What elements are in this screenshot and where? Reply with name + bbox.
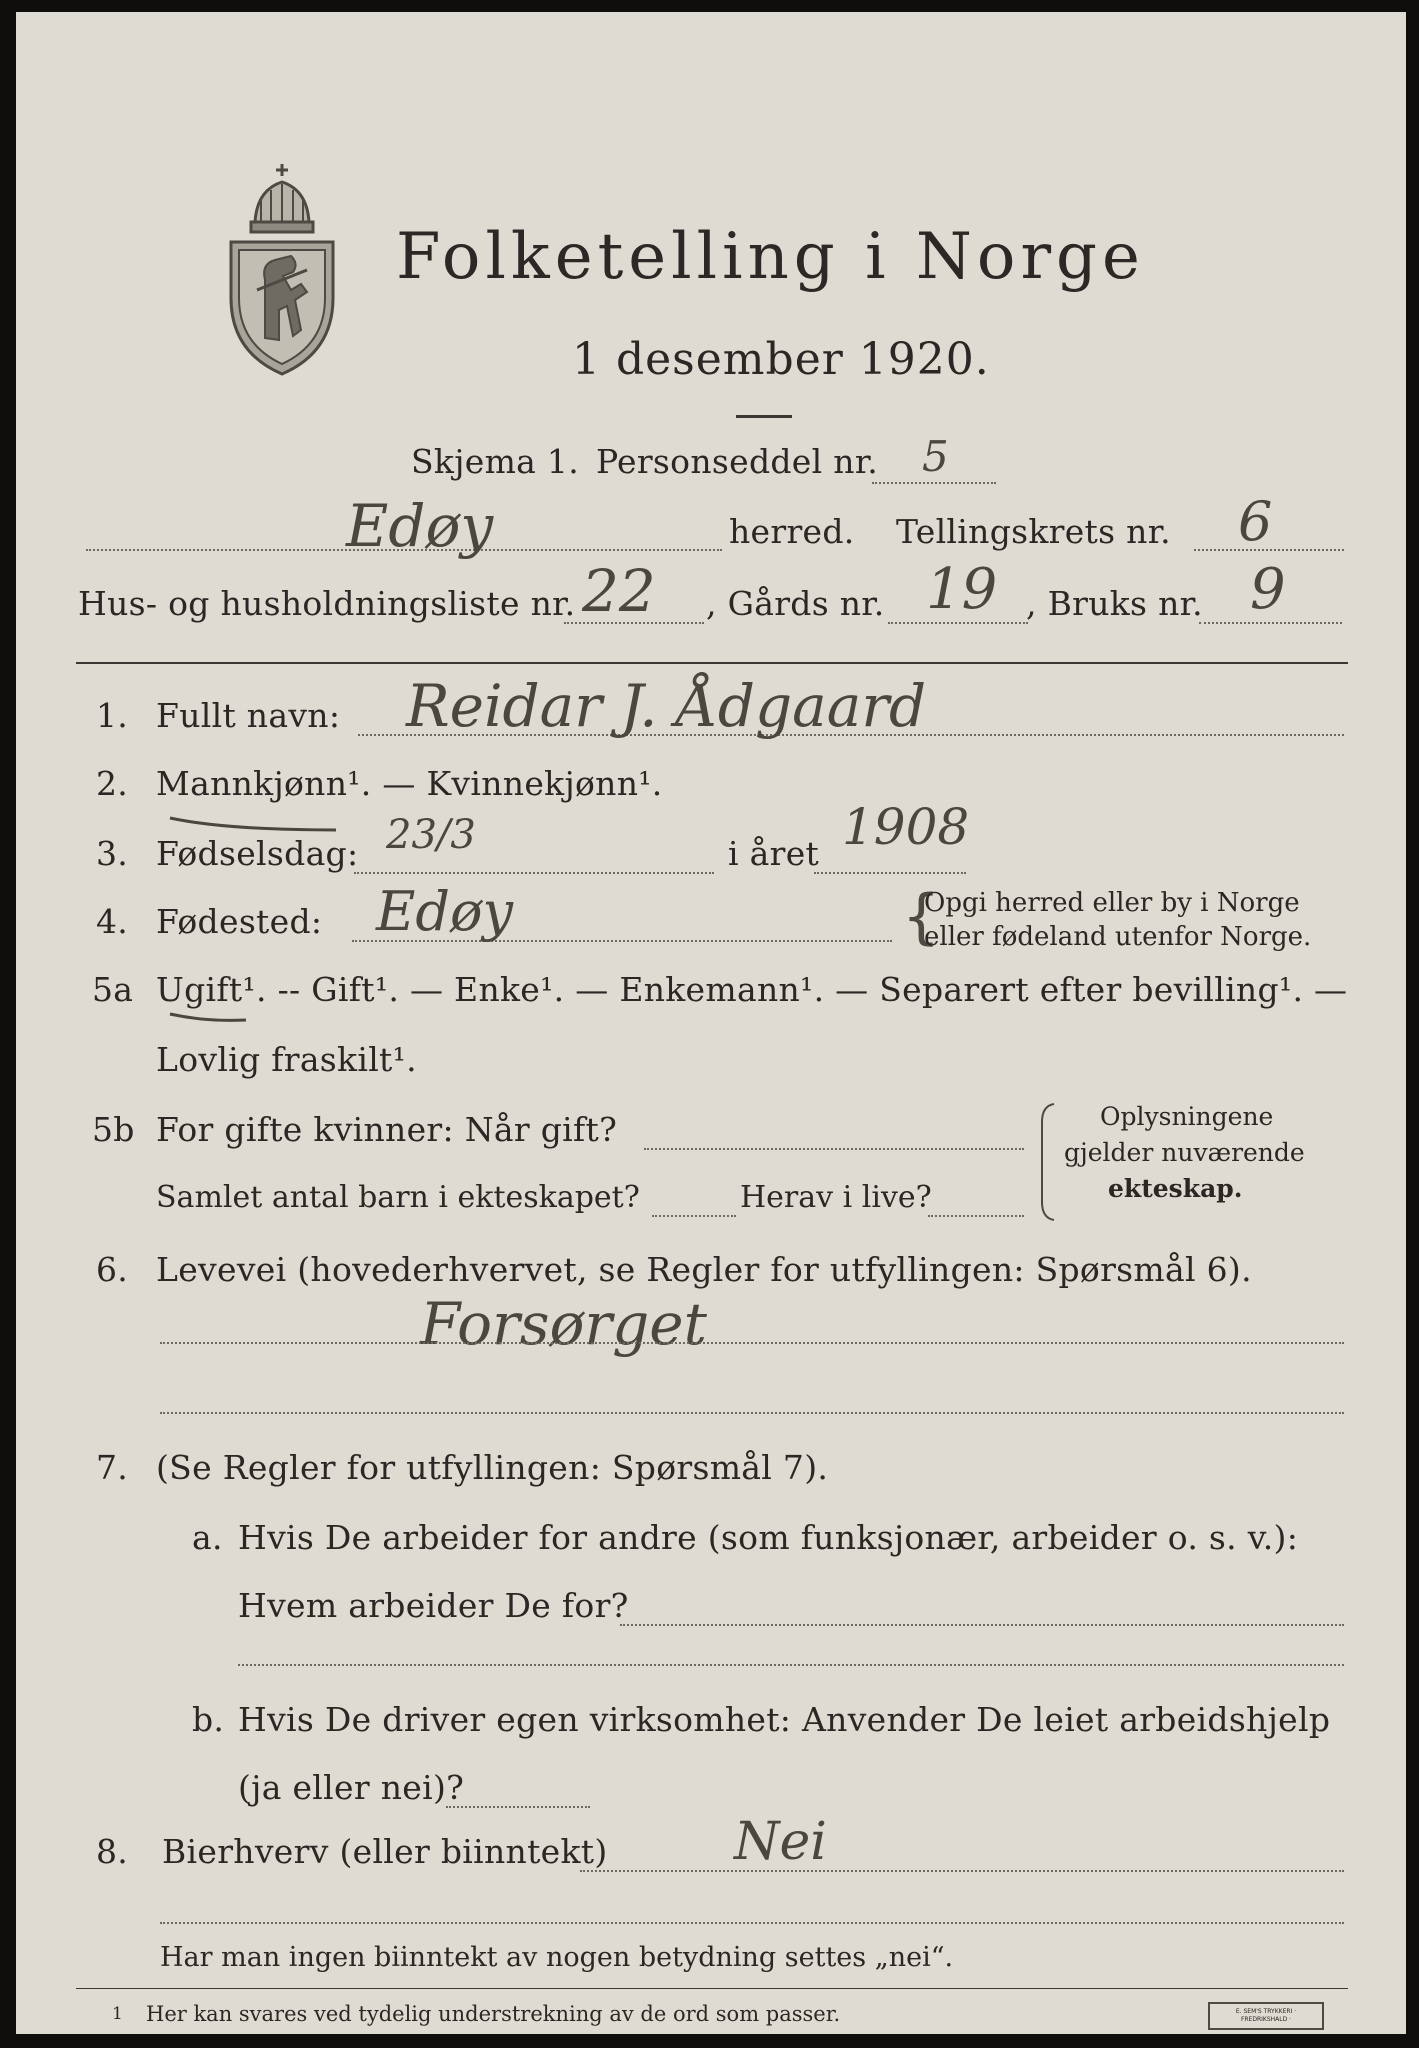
q5b-note-1: Oplysningene <box>1100 1102 1274 1131</box>
q2-number: 2. <box>96 764 129 803</box>
q7b-label: Hvis De driver egen virksomhet: Anvender De leiet arbeidshjelp <box>238 1700 1331 1739</box>
q5b-bracket <box>1038 1102 1058 1222</box>
q5b-line-3 <box>928 1215 1024 1217</box>
bruks-line <box>1199 622 1342 624</box>
personseddel-line <box>872 482 996 484</box>
bruks-value: 9 <box>1250 557 1286 622</box>
q7a-line-2 <box>238 1664 1344 1666</box>
q1-label: Fullt navn: <box>156 696 341 735</box>
q6-value: Forsørget <box>420 1290 707 1358</box>
gards-value: 19 <box>926 557 998 622</box>
printer-stamp: E. SEM'S TRYKKERI · FREDRIKSHALD · <box>1208 2002 1324 2030</box>
herred-label: herred. <box>729 512 855 551</box>
q3-year-line <box>814 872 966 874</box>
gards-label: , Gårds nr. <box>706 584 885 623</box>
q7b-number: b. <box>192 1700 225 1739</box>
q5b-label-2: Samlet antal barn i ekteskapet? <box>156 1180 640 1215</box>
q5b-line-2 <box>652 1215 736 1217</box>
footer-divider <box>76 1988 1348 1989</box>
q7b-line <box>446 1806 590 1808</box>
q7a-label: Hvis De arbeider for andre (som funksjonær, arbeider o. s. v.): <box>238 1518 1299 1557</box>
norway-coat-of-arms-icon <box>221 160 343 380</box>
q3-number: 3. <box>96 834 129 873</box>
q5b-line <box>644 1148 1024 1150</box>
hus-label: Hus- og husholdningsliste nr. <box>78 584 576 623</box>
q7a-label-2: Hvem arbeider De for? <box>238 1586 629 1625</box>
q8-line <box>580 1870 1344 1872</box>
hus-value: 22 <box>582 557 656 625</box>
footnote-number: 1 <box>112 2004 123 2024</box>
q6-number: 6. <box>96 1250 129 1289</box>
bruks-label: , Bruks nr. <box>1026 584 1203 623</box>
footer-note: Har man ingen biinntekt av nogen betydning settes „nei“. <box>160 1942 954 1973</box>
footnote-text: Her kan svares ved tydelig understrekning av de ord som passer. <box>146 2002 841 2026</box>
q3-value: 23/3 <box>386 812 476 858</box>
q4-number: 4. <box>96 902 129 941</box>
q3-line <box>354 872 714 874</box>
form-date: 1 desember 1920. <box>572 334 990 385</box>
q5a-number: 5a <box>92 970 134 1009</box>
q3-year-label: i året <box>728 834 820 873</box>
q6-label: Levevei (hovederhvervet, se Regler for utfyllingen: Spørsmål 6). <box>156 1250 1252 1289</box>
q5b-label: For gifte kvinner: Når gift? <box>156 1110 618 1149</box>
q6-line-1 <box>160 1342 1344 1344</box>
gards-line <box>888 622 1028 624</box>
q4-note-2: eller fødeland utenfor Norge. <box>924 922 1312 952</box>
tellingskrets-value: 6 <box>1238 490 1273 553</box>
q1-value: Reidar J. Ådgaard <box>406 672 927 740</box>
q1-number: 1. <box>96 696 129 735</box>
q5a-underline-mark <box>166 1006 256 1030</box>
personseddel-value: 5 <box>922 432 949 481</box>
q6-line-2 <box>160 1412 1344 1414</box>
tellingskrets-label: Tellingskrets nr. <box>896 512 1171 551</box>
q7b-label-2: (ja eller nei)? <box>238 1768 465 1807</box>
q5b-label-3: Herav i live? <box>740 1180 932 1215</box>
herred-value: Edøy <box>346 492 494 560</box>
personseddel-label: Personseddel nr. <box>596 442 879 481</box>
q3-year-value: 1908 <box>842 798 970 856</box>
q8-number: 8. <box>96 1832 129 1871</box>
q4-label: Fødested: <box>156 902 323 941</box>
q7-label: (Se Regler for utfyllingen: Spørsmål 7). <box>156 1448 829 1487</box>
q7-number: 7. <box>96 1448 129 1487</box>
q5a-label-2: Lovlig fraskilt¹. <box>156 1040 417 1079</box>
q5b-note-3: ekteskap. <box>1108 1174 1243 1203</box>
form-title: Folketelling i Norge <box>396 220 1145 294</box>
q5a-label: Ugift¹. -- Gift¹. — Enke¹. — Enkemann¹. — Separert efter bevilling¹. — <box>156 970 1348 1009</box>
header-divider <box>76 662 1348 664</box>
q7a-number: a. <box>192 1518 223 1557</box>
q2-label: Mannkjønn¹. — Kvinnekjønn¹. <box>156 764 663 803</box>
q5b-note-2: gjelder nuværende <box>1064 1138 1305 1167</box>
q8-value: Nei <box>734 1812 827 1872</box>
title-divider <box>736 415 792 418</box>
q3-label: Fødselsdag: <box>156 834 359 873</box>
q7a-line <box>620 1624 1344 1626</box>
q8-line-2 <box>160 1922 1344 1924</box>
skjema-label: Skjema 1. <box>411 442 580 481</box>
q8-label: Bierhverv (eller biinntekt) <box>162 1832 608 1871</box>
q5b-number: 5b <box>92 1110 135 1149</box>
q4-value: Edøy <box>376 880 514 943</box>
q4-brace: { <box>902 882 941 952</box>
census-form <box>16 12 1406 2034</box>
q4-note-1: Opgi herred eller by i Norge <box>924 888 1300 918</box>
